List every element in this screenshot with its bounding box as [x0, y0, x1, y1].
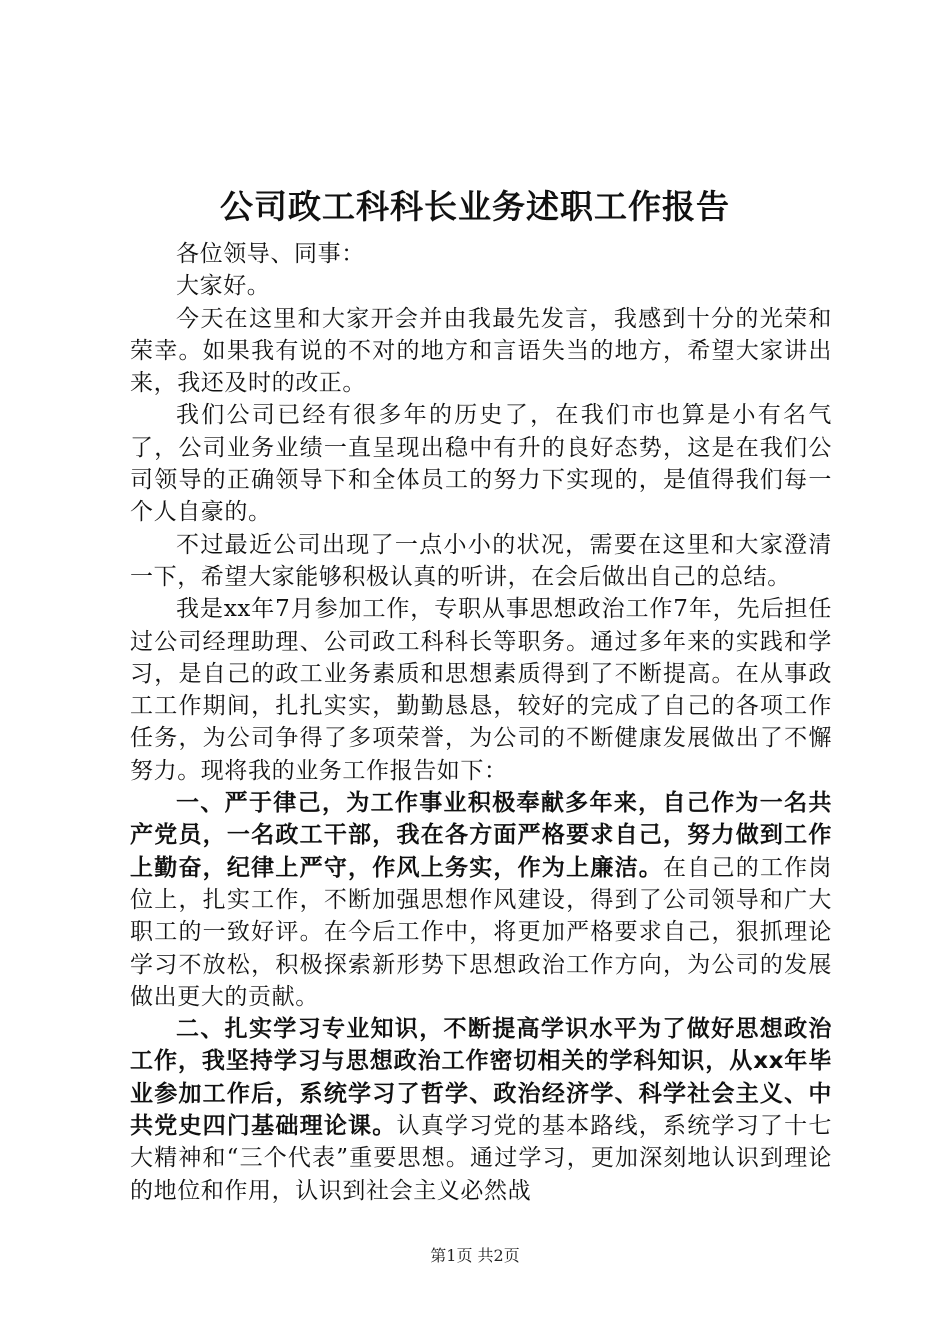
- page-number-footer: 第1页 共2页: [430, 1246, 520, 1265]
- hello-line: 大家好。: [176, 273, 271, 300]
- paragraph-opening: 今天在这里和大家开会并由我最先发言，我感到十分的光荣和荣幸。如果我有说的不对的地方和言语失当的地方，希望大家讲出来，我还及时的改正。: [130, 305, 832, 397]
- section-two-heading: 二、扎实学习专业知识，不断提高学识水平为了做好思想政治工作，我坚持学习与思想政治工作密切相关的学科知识，从xx年毕业参加工作后，系统学习了哲学、政治经济学、科学社会主义、中共党史四门基础理论课。: [130, 1016, 832, 1140]
- section-one-text: 在自己的工作岗位上，扎实工作，不断加强思想作风建设，得到了公司领导和广大职工的一致好评。在今后工作中，将更加严格要求自己，狠抓理论学习不放松，积极探索新形势下思想政治工作方向，为公司的发展做出更大的贡献。: [130, 854, 833, 1010]
- section-one: [130, 787, 832, 1013]
- paragraph-company-history: 我们公司已经有很多年的历史了，在我们市也算是小有名气了，公司业务业绩一直呈现出稳中有升的良好态势，这是在我们公司领导的正确领导下和全体员工的努力下实现的，是值得我们每一个人自豪的。: [130, 402, 832, 526]
- greeting-line: 各位领导、同事：: [176, 241, 365, 267]
- paragraph-career: 我是xx年7月参加工作，专职从事思想政治工作7年，先后担任过公司经理助理、公司政工科科长等职务。通过多年来的实践和学习，是自己的政工业务素质和思想素质得到了不断提高。在从事政工工作期间，扎扎实实，勤勤恳恳，较好的完成了自己的各项工作任务，为公司争得了多项荣誉，为公司的不断健康发展做出了不懈努力。现将我的业务工作报告如下：: [130, 596, 832, 784]
- document-body: [130, 238, 832, 1207]
- document-title: 公司政工科科长业务述职工作报告: [220, 187, 730, 226]
- section-one-heading: 一、严于律己，为工作事业积极奉献多年来，自己作为一名共产党员，一名政工干部，我在各方面严格要求自己，努力做到工作上勤奋，纪律上严守，作风上务实，作为上廉洁。: [130, 790, 832, 881]
- section-two-text: 认真学习党的基本路线，系统学习了十七大精神和“三个代表”重要思想。通过学习，更加深刻地认识到理论的地位和作用，认识到社会主义必然战: [130, 1113, 832, 1204]
- paragraph-clarification: 不过最近公司出现了一点小小的状况，需要在这里和大家澄清一下，希望大家能够积极认真的听讲，在会后做出自己的总结。: [130, 531, 832, 590]
- section-two: [130, 1013, 832, 1207]
